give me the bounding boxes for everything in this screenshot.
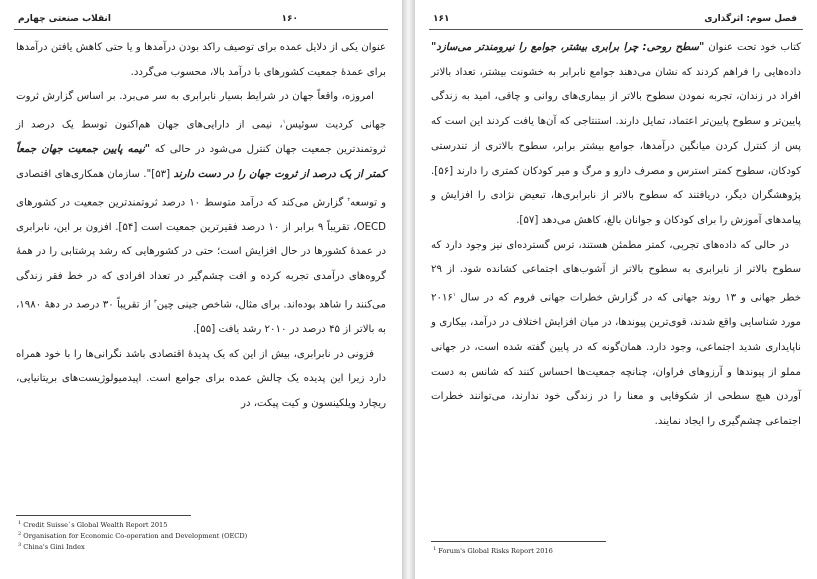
page-right: [415, 0, 817, 579]
page-number: ۱۶۰: [281, 14, 298, 24]
footnote-separator: [431, 541, 606, 542]
paragraph: در حالی که داده‌های تجربی، کمتر مطمئن هستند، ترس گسترده‌ای نیز وجود دارد که سطوح بالاتر از نابرابری به سطوح بالاتر از آشوب‌های اجتماعی کشانده شود. از ۲۹ خطر جهانی و ۱۳ روند جهانی که در گزارش خطرات جهانی فروم که در سال ۲۰۱۶$^۱$ مورد شناسایی واقع شدند، قوی‌ترین پیوندها، در میان افزایش اختلاف در درآمد، بیکاری و ناپایداری شدید اجتماعی، وجود دارد. همان‌گونه که در پایین گفته شده است، در جهانی مملو از پیوندها و آرزوهای فراوان، چنانچه جمعیت‌ها احساس کنند که شانس به دست آوردن هیچ سطحی از شکوفایی و معنا را در زندگی خود ندارند، می‌توانند خطرات اجتماعی چشم‌گیری را ایجاد نمایند.: [431, 239, 801, 427]
footnote: $^1$ Credit Suisse`s Global Wealth Report 2015: [18, 520, 168, 530]
page-number: ۱۶۱: [433, 14, 450, 24]
paragraph: فزونی در نابرابری، بیش از این که یک پدیدهٔ اقتصادی باشد نگرانی‌ها را با خود همراه دارد زیرا این پدیده یک چالش عمده برای جوامع است. اپیدمیولوژیست‌های بریتانیایی، ریچارد ویلکینسون و کیت پیکت، در: [16, 348, 386, 410]
quote-emphasis: "نیمه پایین جمعیت جهان جمعاً کمتر از یک درصد از ثروت جهان را در دست دارند: [16, 144, 387, 180]
book-title-emphasis: "سطح روحی: چرا برابری بیشتر، جوامع را نیرومندتر می‌سازد": [431, 42, 705, 53]
running-head-left: [14, 14, 388, 28]
header-rule: [14, 29, 388, 30]
page-left: [0, 0, 402, 579]
paragraph: امروزه، واقعاً جهان در شرایط بسیار نابرابری به سر می‌برد. بر اساس گزارش ثروت جهانی کردیت سوئیس$^۱$، نیمی از دارایی‌های جهان هم‌اکنون توسط یک درصد از ثروتمندترین جمعیت جهان کنترل می‌شود در حالی که "نیمه پایین جمعیت جهان جمعاً کمتر از یک درصد از ثروت جهان را در دست دارند [۵۳]". سازمان همکاری‌های اقتصادی و توسعه$^۲$ گزارش می‌کند که درآمد متوسط ۱۰ درصد ثروتمندترین جمعیت در کشورهای OECD، تقریباً ۹ برابر از ۱۰ درصد فقیرترین جمعیت است [۵۴]. افزون بر این، نابرابری در عمدهٔ کشورها در حال افزایش است؛ حتی در کشورهایی که رشد پرشتابی را در همهٔ گروه‌های درآمدی تجربه کرده و افت چشم‌گیر در تعداد افرادی که در خط فقر زندگی می‌کنند را شاهد بوده‌اند. برای مثال، شاخص جینی چین$^۳$ از تقریباً ۳۰ درصد در دههٔ ۱۹۸۰، به بالاتر از ۴۵ درصد در ۲۰۱۰ رشد یافت [۵۵].: [16, 91, 387, 335]
footnote-ref: ۳: [154, 298, 157, 305]
footnotes-left: [18, 519, 386, 552]
header-rule: [429, 29, 803, 30]
footnote: $^2$ Organisation for Economic Co-operation and Development (OECD): [18, 530, 248, 541]
footnote: $^1$ Forum's Global Risks Report 2016: [433, 546, 553, 556]
body-text-left: [16, 36, 386, 417]
footnote-ref: ۱: [452, 292, 456, 299]
paragraph: عنوان یکی از دلایل عمده برای توصیف راکد بودن درآمدها و یا حتی کاهش یافتن درآمدها برای عمدهٔ جمعیت کشورهای با درآمد بالا، محسوب می‌گردد.: [16, 42, 386, 78]
body-text-right: [431, 36, 801, 435]
paragraph: کتاب خود تحت عنوان "سطح روحی: چرا برابری بیشتر، جوامع را نیرومندتر می‌سازد" داده‌هایی را فراهم کردند که نشان می‌دهند جوامع نابرابر به خشونت بیشتر، تعداد بالاتر افراد در زندان، تجربه نمودن سطوح بالاتر از بیماری‌های روانی و چاقی، امید به زندگی پایین‌تر و سطوح پایین‌تر اعتماد، تمایل دارند. استنتاجی که آن‌ها یافت کردند این است که پس از کنترل کردن میانگین درآمدها، جوامع بیشتر برابر، سطوح بالاتری از تندرستی کودکان، سطوح کمتر استرس و مصرف دارو و مرگ و میر کودکان کمتری را دارند [۵۶]. پژوهشگران دیگر، دریافتند که سطوح بالاتر از نابرابری‌ها، تبعیض نژادی را افزایش و پیامدهای آموزش را برای کودکان و جوانان بالغ، کاهش می‌دهد [۵۷].: [431, 42, 801, 226]
footnote-ref: ۲: [347, 196, 351, 203]
running-title: انقلاب صنعتی چهارم: [18, 14, 111, 24]
footnote: $^3$ China's Gini Index: [18, 541, 85, 552]
book-gutter: [402, 0, 415, 579]
footnotes-right: [433, 545, 801, 556]
footnote-separator: [16, 515, 191, 516]
running-head-right: [429, 14, 803, 28]
footnote-ref: ۱: [282, 119, 286, 126]
running-title: فصل سوم: اثرگذاری: [704, 14, 797, 24]
